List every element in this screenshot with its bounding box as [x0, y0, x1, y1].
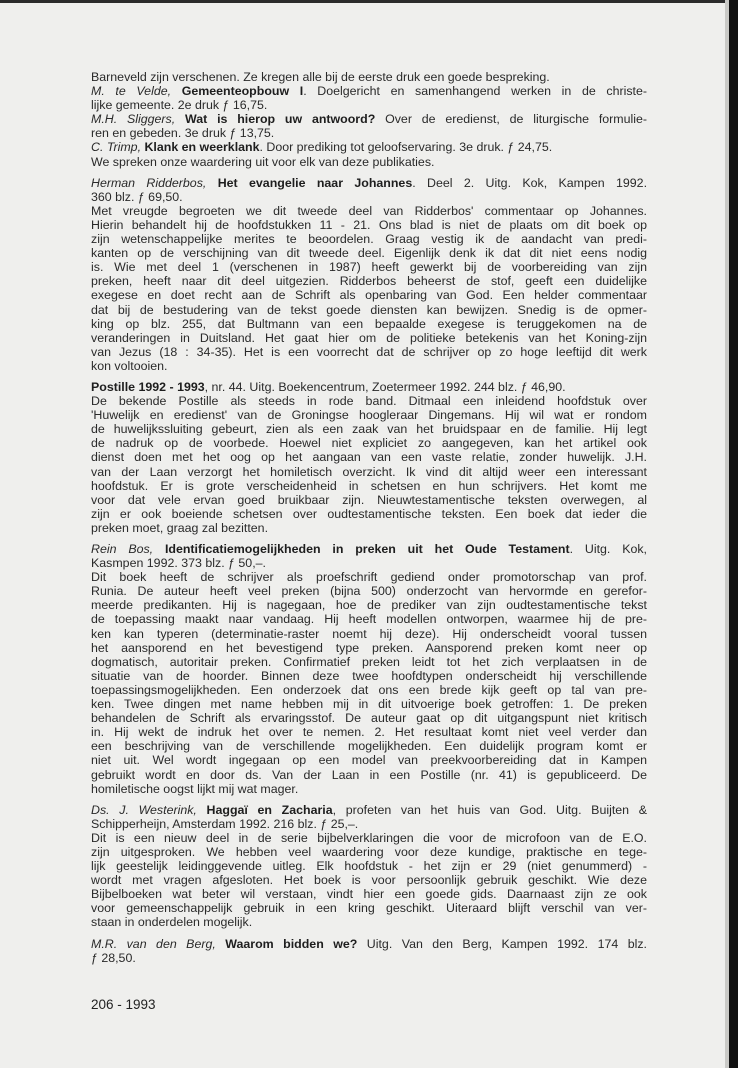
- body-text: Kasmpen 1992. 373 blz. ƒ 50,–.: [91, 556, 266, 571]
- author-name: C. Trimp,: [91, 140, 145, 155]
- text-line: [91, 753, 647, 767]
- body-text: lijk geestelijk leidinggevende uitleg. Elk hoofdstuk - het zijn er 29 (niet genummerd) -: [91, 859, 647, 874]
- text-line: [91, 859, 647, 873]
- text-line: [91, 176, 647, 190]
- author-name: M.R. van den Berg,: [91, 936, 226, 951]
- body-text: de nadruk op de voorbede. Hoewel niet expliciet zo aangegeven, kan het artikel ook: [91, 436, 647, 451]
- text-line: [91, 915, 647, 929]
- text-line: [91, 845, 647, 859]
- book-title: Gemeenteopbouw I: [181, 84, 304, 99]
- text-line: [91, 493, 647, 507]
- body-text: king op blz. 255, dat Bultmann van een bepaalde exegese is teruggekomen na de: [91, 316, 647, 331]
- text-line: [91, 450, 647, 464]
- body-text: homiletische oogst lijkt mij wat mager.: [91, 781, 299, 796]
- book-title: Het evangelie naar Johannes: [217, 175, 413, 190]
- body-text: van Jezus (18 : 34-35). Het is een voorrecht dat de schrijver op zo hoge leeftijd dit werk: [91, 344, 647, 359]
- body-text: Uitg. Van den Berg, Kampen 1992. 174 blz.: [357, 936, 647, 951]
- body-text: zijn uitgesproken. We hebben veel waardering voor deze kundige, praktische en tege-: [91, 844, 647, 859]
- body-text: gebruikt wordt en door ds. Van der Laan in een Postille (nr. 41) is gepubliceerd. De: [91, 767, 647, 782]
- text-line: [91, 465, 647, 479]
- review-entry: [91, 803, 647, 930]
- text-line: [91, 436, 647, 450]
- text-line: [91, 380, 647, 394]
- body-text: een beschrijving van de verschillende mogelijkheden. Een duidelijk program komt er: [91, 739, 647, 754]
- text-line: [91, 669, 647, 683]
- body-text: is. Wie met deel 1 (verschenen in 1987) heeft gewerkt bij de voorbereiding van zijn: [91, 260, 647, 275]
- text-line: [91, 711, 647, 725]
- body-text: Hierin behandelt hij de hoofdstukken 11 - 21. Ons blad is niet de plaats om dit boek op: [91, 217, 647, 232]
- text-line: [91, 937, 647, 951]
- body-text: behandelen de Schrift als ervaringsstof. De auteur gaat op dit uitgangspunt niet kritisch: [91, 711, 647, 726]
- text-line: [91, 697, 647, 711]
- body-text: het aansporend en het bevestigend type preken. Aansporend preken komt neer op: [91, 640, 647, 655]
- body-text: Schipperheijn, Amsterdam 1992. 216 blz. ƒ 25,–.: [91, 816, 359, 831]
- text-line: [91, 641, 647, 655]
- page-number: 206 - 1993: [91, 997, 156, 1012]
- body-text: We spreken onze waardering uit voor elk van deze publikaties.: [91, 154, 435, 169]
- review-entry: [91, 380, 647, 535]
- body-text: Over de eredienst, de liturgische formulie-: [375, 112, 647, 127]
- body-text: . Uitg. Kok,: [569, 542, 647, 556]
- body-text: meerde predikanten. Hij is nagegaan, hoe de prediker van zijn oudtestamentische tekst: [91, 598, 647, 613]
- text-line: [91, 479, 647, 493]
- text-line: [91, 768, 647, 782]
- text-line: [91, 803, 647, 817]
- body-text: , profeten van het huis van God. Uitg. Buijten &: [332, 802, 647, 817]
- body-text: zijn wetenschappelijke merites te beoordelen. Graag vestig ik de aandacht van predi-: [91, 232, 647, 247]
- text-line: [91, 556, 647, 570]
- scan-right-edge: [729, 0, 738, 1068]
- text-line: [91, 204, 647, 218]
- text-line: [91, 725, 647, 739]
- text-line: [91, 331, 647, 345]
- text-line: [91, 246, 647, 260]
- body-text: Barneveld zijn verschenen. Ze kregen alle bij de eerste druk een goede bespreking.: [91, 70, 550, 84]
- book-title: Klank en weerklank: [144, 140, 260, 155]
- text-line: [91, 98, 647, 112]
- text-line: [91, 887, 647, 901]
- scan-top-edge: [0, 0, 738, 3]
- text-line: [91, 274, 647, 288]
- text-line: [91, 627, 647, 641]
- text-line: [91, 542, 647, 556]
- body-text: Bijbelboeken wat beter wil verstaan, vindt hier een goede gids. Daarnaast zijn ze ook: [91, 887, 647, 902]
- body-text: de huwelijkssluiting gebeurt, zien als een zaak van het bruidspaar en de familie. Hij legt: [91, 422, 647, 437]
- body-text: ren en gebeden. 3e druk ƒ 13,75.: [91, 126, 275, 141]
- body-text: preken, heeft naar dit deel uitgezien. Ridderbos beheerst de stof, geeft een duidelijke: [91, 274, 647, 289]
- body-text: in. Hij wekt de indruk het over te nemen. 2. Het resultaat komt niet veel verder dan: [91, 725, 647, 740]
- text-line: [91, 782, 647, 796]
- author-name: Ds. J. Westerink,: [91, 802, 207, 817]
- text-line: [91, 422, 647, 436]
- body-text: Dit is een nieuw deel in de serie bijbelverklaringen die voor de microfoon van de E.O.: [91, 830, 647, 845]
- text-line: [91, 303, 647, 317]
- book-title: Wat is hierop uw antwoord?: [185, 112, 376, 127]
- text-line: [91, 831, 647, 845]
- body-text: 'Huwelijk en eredienst' van de Groningse hoogleraar Dingemans. Hij wil wat er rondom: [91, 408, 647, 423]
- body-text: , nr. 44. Uitg. Boekencentrum, Zoetermeer 1992. 244 blz. ƒ 46,90.: [204, 379, 566, 394]
- text-line: [91, 739, 647, 753]
- body-text: 360 blz. ƒ 69,50.: [91, 189, 183, 204]
- text-line: [91, 260, 647, 274]
- body-text: lijke gemeente. 2e druk ƒ 16,75.: [91, 98, 268, 113]
- body-text: ƒ 28,50.: [91, 950, 136, 965]
- text-line: [91, 288, 647, 302]
- body-text: exegese en doet recht aan de Schrift als openbaring van God. Een helder commentaar: [91, 288, 647, 303]
- author-name: Herman Ridderbos,: [91, 175, 218, 190]
- text-line: [91, 951, 647, 965]
- review-entry: [91, 542, 647, 796]
- text-line: [91, 598, 647, 612]
- body-text: . Doelgericht en samenhangend werken in de christe-: [303, 84, 647, 99]
- body-text: . Door prediking tot geloofservaring. 3e druk. ƒ 24,75.: [259, 140, 553, 155]
- body-text: ken kan typeren (determinatie-raster noemt hij deze). Hij onderscheidt vooral tussen: [91, 626, 647, 641]
- text-line: [91, 345, 647, 359]
- text-line: [91, 655, 647, 669]
- body-text: Runia. De auteur heeft veel preken (bijna 500) onderzocht van hervormde en gerefor-: [91, 584, 647, 599]
- body-text: hoofdstuk. Er is grote verscheidenheid in schetsen en hun schrijvers. Het komt me: [91, 478, 647, 493]
- text-line: [91, 683, 647, 697]
- text-line: [91, 359, 647, 373]
- review-entry: [91, 176, 647, 373]
- body-text: de toepassing maakt naar vandaag. Hij heeft modellen ontworpen, waarmee hij de pre-: [91, 612, 647, 627]
- body-text: wordt met vragen afgesloten. Het boek is voor persoonlijk gebruik geschikt. Wie deze: [91, 873, 647, 888]
- body-text: niet uit. Wel wordt ingegaan op een model van preekvoorbereiding dat in Kampen: [91, 753, 647, 768]
- body-text: voor dat vele ervan goed bruikbaar zijn. Nieuwtestamentische teksten overwegen, al: [91, 492, 647, 507]
- body-text: dienst doen met het oog op het aangaan van een vaste relatie, zonder huwelijk. J.H.: [91, 450, 647, 465]
- book-title: Waarom bidden we?: [225, 936, 358, 951]
- text-line: [91, 408, 647, 422]
- text-line: [91, 126, 647, 140]
- body-text: dogmatisch, autoritair preken. Confirmatief preken leidt tot het zich verplaatsen in de: [91, 654, 647, 669]
- text-line: [91, 84, 647, 98]
- text-line: [91, 232, 647, 246]
- text-line: [91, 317, 647, 331]
- text-line: [91, 570, 647, 584]
- body-text: De bekende Postille als steeds in rode band. Ditmaal een inleidend hoofdstuk over: [91, 394, 647, 409]
- body-text: toepassingsmogelijkheden. Een onderzoek dat ons een brede kijk geeft op tal van pre-: [91, 682, 647, 697]
- text-line: [91, 140, 647, 154]
- text-line: [91, 218, 647, 232]
- body-text: kanten op de verschijning van dit tweede deel. Eigenlijk denk ik dat dit niet eens nodig: [91, 246, 647, 261]
- body-text: Met vreugde begroeten we dit tweede deel van Ridderbos' commentaar op Johannes.: [91, 203, 647, 218]
- body-text: preken moet, graag zal bezitten.: [91, 520, 269, 535]
- body-text: staan in onderdelen mogelijk.: [91, 915, 253, 930]
- text-line: [91, 901, 647, 915]
- text-line: [91, 394, 647, 408]
- text-line: [91, 873, 647, 887]
- author-name: M.H. Sliggers,: [91, 112, 186, 127]
- review-entry: [91, 937, 647, 965]
- book-title: Haggaï en Zacharia: [206, 802, 333, 817]
- author-name: M. te Velde,: [91, 84, 182, 99]
- text-line: [91, 190, 647, 204]
- text-line: [91, 155, 647, 169]
- author-name: Rein Bos,: [91, 542, 165, 556]
- body-text: veranderingen in Duitsland. Het gaat hier om de politieke betekenis van het Koning-zijn: [91, 330, 647, 345]
- book-title: Postille 1992 - 1993: [91, 379, 205, 394]
- body-text: . Deel 2. Uitg. Kok, Kampen 1992.: [412, 175, 647, 190]
- body-text: situatie van de hoorder. Binnen deze twee hoofdtypen onderscheidt hij verschillende: [91, 668, 647, 683]
- body-text: zijn er ook boeiende schetsen over oudtestamentische teksten. Een boek dat ieder die: [91, 506, 647, 521]
- text-line: [91, 507, 647, 521]
- body-text: Dit boek heeft de schrijver als proefschrift gediend onder promotorschap van prof.: [91, 570, 647, 585]
- text-line: [91, 612, 647, 626]
- review-column: [91, 70, 647, 972]
- body-text: dat bij de bestudering van de tekst goede diensten kan bewijzen. Snedig is de opmer-: [91, 302, 647, 317]
- text-line: [91, 817, 647, 831]
- body-text: ken. Twee dingen met name hebben mij in dit uitvoerige boek getroffen: 1. De preken: [91, 697, 647, 712]
- body-text: van der Laan verzorgt het homiletisch overzicht. Ik vind dit altijd weer een interessant: [91, 464, 647, 479]
- review-entry: [91, 70, 647, 169]
- text-line: [91, 521, 647, 535]
- text-line: [91, 112, 647, 126]
- text-line: [91, 584, 647, 598]
- body-text: kon voltooien.: [91, 358, 168, 373]
- body-text: voor gemeenschappelijk gebruik in een kring geschikt. Uiteraard blijft verschil van ver-: [91, 901, 647, 916]
- text-line: [91, 70, 647, 84]
- book-title: Identificatiemogelijkheden in preken uit het Oude Testament: [164, 542, 570, 556]
